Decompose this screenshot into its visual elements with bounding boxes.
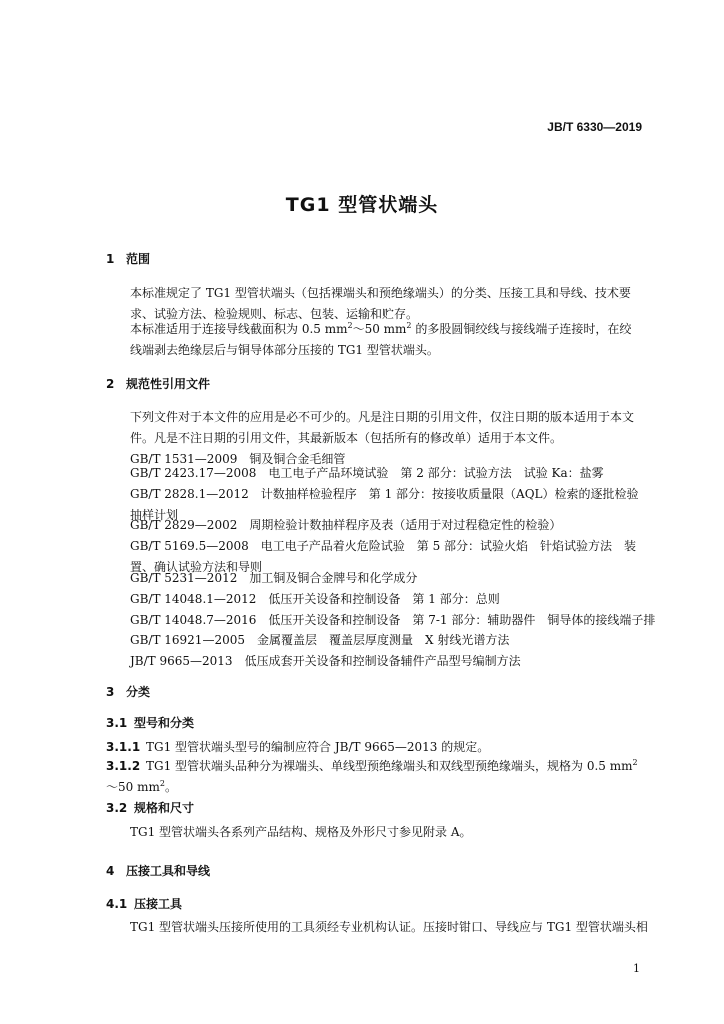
text-fragment: 本标准适用于连接导线截面积为 0.5 mm (130, 322, 348, 336)
section-number: 4.1 (106, 897, 128, 911)
section-number: 3 (106, 685, 115, 699)
section-3-heading (106, 683, 150, 700)
reference-item: GB/T 14048.7—2016 低压开关设备和控制设备 第 7-1 部分：辅助器件 铜导体的接线端子排 (130, 613, 656, 627)
section-title: 型号和分类 (134, 716, 195, 730)
clause-text: ～50 mm (106, 780, 160, 794)
clause-3-1-2 (106, 756, 643, 798)
superscript: 2 (347, 321, 353, 330)
superscript: 2 (632, 758, 638, 767)
section-4-heading (106, 862, 210, 879)
superscript: 2 (159, 779, 165, 788)
section-title: 压接工具 (134, 897, 183, 911)
reference-item: GB/T 2828.1—2012 计数抽样检验程序 第 1 部分：按接收质量限（AQL）检索的逐批检验抽样计划 (130, 487, 639, 522)
clause-text: 。 (164, 780, 177, 794)
section-4-1-paragraph: TG1 型管状端头压接所使用的工具须经专业机构认证。压接时钳口、导线应与 TG1 型管状端头相 (130, 920, 648, 934)
section-3-1-heading (106, 714, 194, 731)
reference-item: GB/T 2829—2002 周期检验计数抽样程序及表（适用于对过程稳定性的检验） (130, 518, 562, 532)
document-title: TG1 型管状端头 (285, 194, 439, 216)
section-number: 1 (106, 252, 115, 266)
scope-paragraph-1: 本标准规定了 TG1 型管状端头（包括裸端头和预绝缘端头）的分类、压接工具和导线、技术要求、试验方法、检验规则、标志、包装、运输和贮存。 (130, 286, 631, 321)
section-title: 压接工具和导线 (126, 864, 211, 878)
references-intro: 下列文件对于本文件的应用是必不可少的。凡是注日期的引用文件，仅注日期的版本适用于本文件。凡是不注日期的引用文件，其最新版本（包括所有的修改单）适用于本文件。 (130, 410, 635, 445)
text-fragment: 的多股圆铜绞线与接线端子连接时，在绞线端剥去绝缘层后与铜导体部分压接的 TG1 型管状端头。 (130, 322, 632, 357)
reference-item: GB/T 5231—2012 加工铜及铜合金牌号和化学成分 (130, 571, 418, 585)
section-1-heading (106, 250, 150, 267)
standard-number: JB/T 6330—2019 (547, 120, 642, 134)
section-title: 规格和尺寸 (134, 801, 195, 815)
reference-item: JB/T 9665—2013 低压成套开关设备和控制设备辅件产品型号编制方法 (130, 654, 521, 668)
reference-item: GB/T 5169.5—2008 电工电子产品着火危险试验 第 5 部分：试验火焰 针焰试验方法 装置、确认试验方法和导则 (130, 539, 637, 574)
section-number: 3.1 (106, 716, 128, 730)
reference-item: GB/T 1531—2009 铜及铜合金毛细管 (130, 452, 346, 466)
clause-3-1-1 (106, 737, 643, 758)
section-title: 分类 (126, 685, 151, 699)
section-number: 4 (106, 864, 115, 878)
superscript: 2 (406, 321, 412, 330)
section-number: 3.2 (106, 801, 128, 815)
scope-paragraph-2 (106, 319, 643, 361)
clause-text: TG1 型管状端头型号的编制应符合 JB/T 9665—2013 的规定。 (146, 740, 490, 754)
section-number: 2 (106, 377, 115, 391)
clause-text: TG1 型管状端头品种分为裸端头、单线型预绝缘端头和双线型预绝缘端头，规格为 0.5 mm (146, 759, 633, 773)
clause-number: 3.1.2 (106, 759, 141, 773)
section-3-2-paragraph: TG1 型管状端头各系列产品结构、规格及外形尺寸参见附录 A。 (130, 825, 472, 839)
section-4-1-heading (106, 895, 182, 912)
reference-item: GB/T 2423.17—2008 电工电子产品环境试验 第 2 部分：试验方法 试验 Ka：盐雾 (130, 466, 604, 480)
page-number: 1 (633, 962, 640, 975)
clause-number: 3.1.1 (106, 740, 141, 754)
reference-item: GB/T 16921—2005 金属覆盖层 覆盖层厚度测量 X 射线光谱方法 (130, 633, 510, 647)
section-3-2-heading (106, 799, 194, 816)
text-fragment: ～50 mm (352, 322, 407, 336)
reference-item: GB/T 14048.1—2012 低压开关设备和控制设备 第 1 部分：总则 (130, 592, 500, 606)
section-title: 范围 (126, 252, 151, 266)
section-title: 规范性引用文件 (126, 377, 211, 391)
section-2-heading (106, 375, 210, 392)
